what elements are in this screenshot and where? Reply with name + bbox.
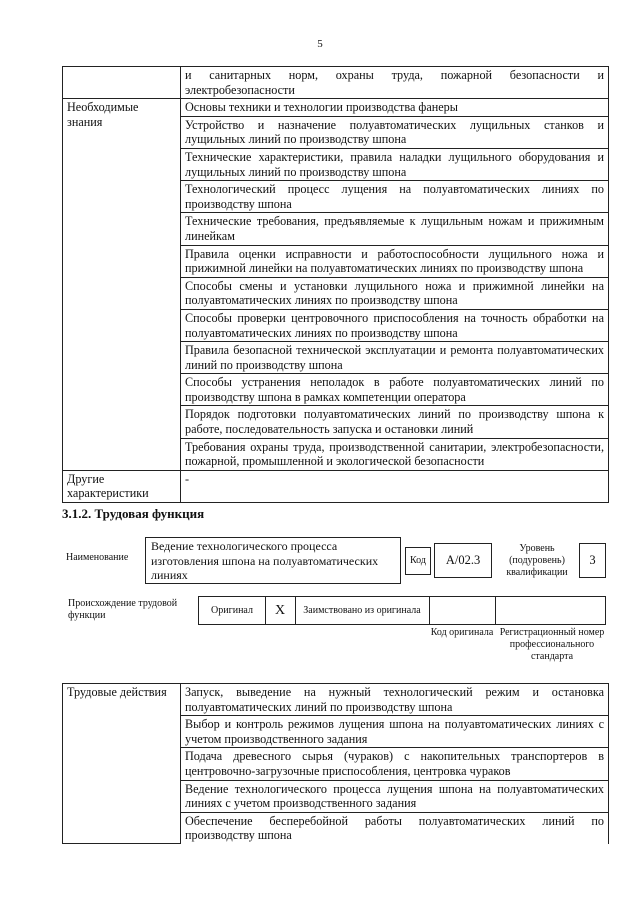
level-value: 3 [579,543,606,578]
action-item: Выбор и контроль режимов лущения шпона на полуавтоматических линиях с учетом производственного задания [181,716,609,748]
other-characteristics-value: - [181,470,609,502]
code-value: А/02.3 [434,543,492,578]
borrowed-label: Заимствовано из оригинала [295,597,430,624]
page-number: 5 [317,38,323,50]
knowledge-table [62,66,609,503]
reg-number-label: Регистрационный номер профессионального стандарта [499,627,605,662]
origin-label: Происхождение трудовой функции [68,598,178,621]
code-original-cell [429,597,496,624]
reg-number-cell [495,597,605,624]
action-item: Ведение технологического процесса лущения шпона на полуавтоматических линиях с учетом производственного задания [181,780,609,812]
knowledge-item: Технологический процесс лущения на полуавтоматических линиях по производству шпона [181,181,609,213]
knowledge-item: Требования охраны труда, производственной санитарии, электробезопасности, пожарной, промышленной и экологической безопасности [181,438,609,470]
knowledge-item: Порядок подготовки полуавтоматических линий по производству шпона к работе, последовательность запуска и остановки линий [181,406,609,438]
name-label: Наименование [66,552,129,563]
knowledge-item: Способы смены и установки лущильного ножа и прижимной линейки на полуавтоматических линиях по производству шпона [181,277,609,309]
function-name-box: Ведение технологического процесса изготовления шпона на полуавтоматических линиях [145,537,401,584]
code-original-label: Код оригинала [430,627,494,638]
actions-table [62,683,609,844]
knowledge-item: Технические требования, предъявляемые к лущильным ножам и прижимным линейкам [181,213,609,245]
other-characteristics-label: Другие характеристики [63,470,181,502]
action-item: Обеспечение бесперебойной работы полуавтоматических линий по производству шпона [181,812,609,844]
knowledge-item: Способы проверки центровочного приспособления на точность обработки на полуавтоматических линиях по производству шпона [181,309,609,341]
knowledge-item: Технические характеристики, правила наладки лущильного оборудования и лущильных линий по производству шпона [181,148,609,180]
action-item: Запуск, выведение на нужный технологический режим и остановка полуавтоматических линий по производству шпона [181,684,609,716]
knowledge-continuation: и санитарных норм, охраны труда, пожарной безопасности и электробезопасности [181,67,609,99]
level-label: Уровень (подуровень) квалификации [506,543,568,578]
origin-row [198,596,606,625]
original-label: Оригинал [199,597,266,624]
action-item: Подача древесного сырья (чураков) с накопительных транспортеров в центровочно-загрузочные приспособления, центровка чураков [181,748,609,780]
knowledge-item: Устройство и назначение полуавтоматических лущильных станков и лущильных линий по производству шпона [181,116,609,148]
empty-label-cell [63,67,181,99]
code-label: Код [405,547,431,575]
knowledge-item: Способы устранения неполадок в работе полуавтоматических линий по производству шпона в рамках компетенции оператора [181,374,609,406]
knowledge-item: Правила оценки исправности и работоспособности лущильного ножа и прижимной линейки на полуавтоматических линиях по производству шпона [181,245,609,277]
section-heading: 3.1.2. Трудовая функция [62,506,205,521]
knowledge-item: Правила безопасной технической эксплуатации и ремонта полуавтоматических линий по производству шпона [181,342,609,374]
knowledge-item: Основы техники и технологии производства фанеры [181,99,609,117]
work-actions-label: Трудовые действия [63,684,181,844]
required-knowledge-label: Необходимые знания [63,99,181,471]
original-checkmark: X [265,597,296,624]
